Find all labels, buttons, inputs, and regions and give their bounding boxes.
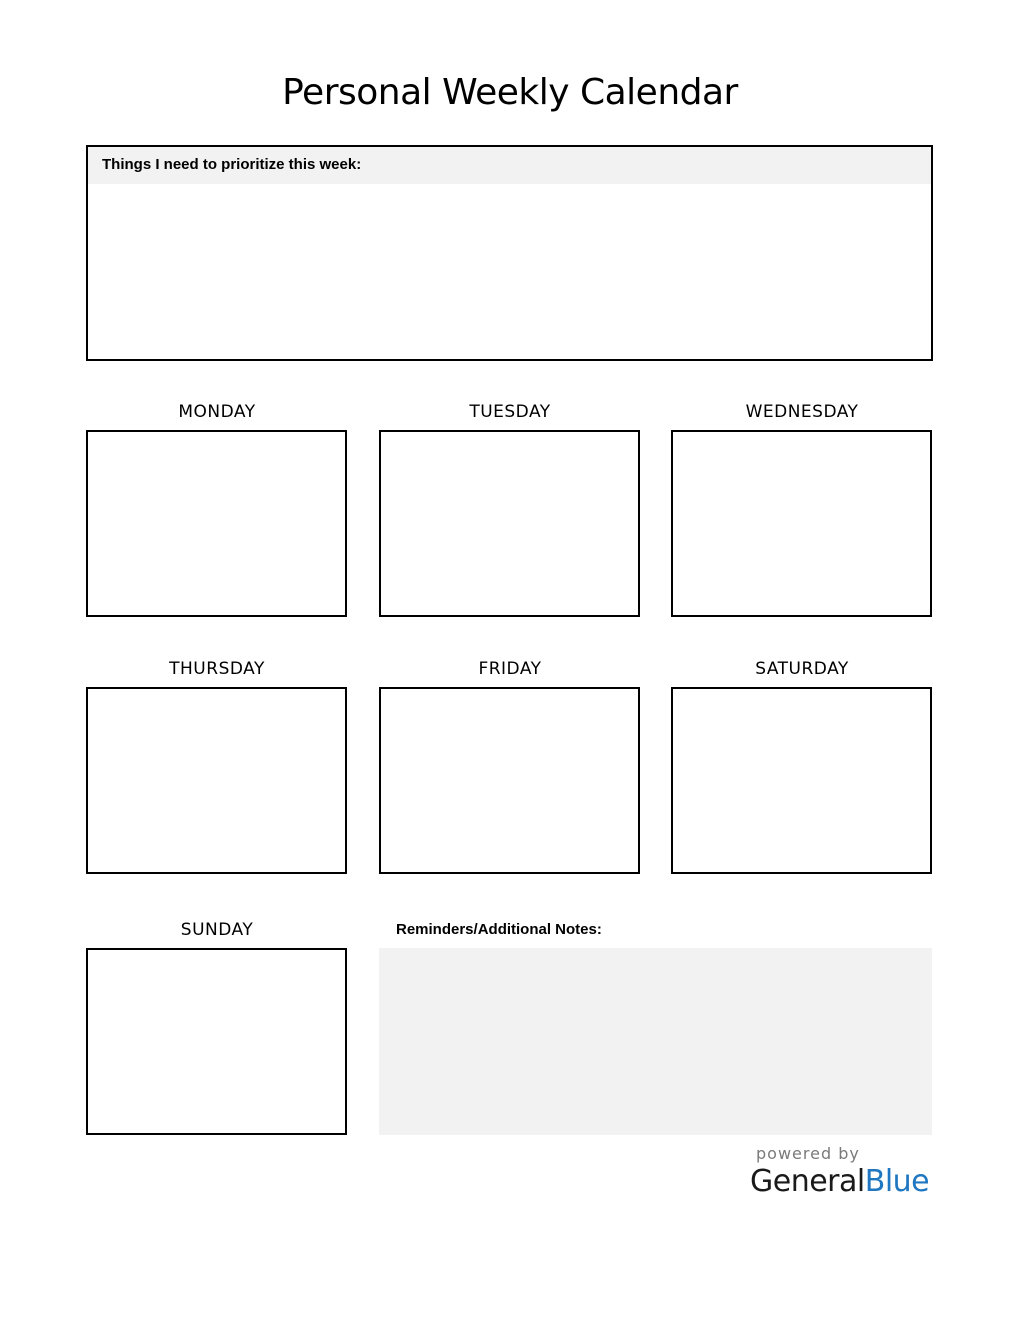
priorities-box[interactable] <box>86 145 933 361</box>
brand-name-blue: Blue <box>864 1164 930 1199</box>
day-box-sunday[interactable] <box>86 948 347 1135</box>
day-label-monday: MONDAY <box>178 402 256 422</box>
brand-name <box>750 1164 929 1199</box>
day-label-friday: FRIDAY <box>478 659 542 679</box>
day-label-wednesday: WEDNESDAY <box>745 402 859 422</box>
notes-area[interactable] <box>379 948 932 1135</box>
powered-by-text: powered by <box>756 1144 860 1163</box>
page-title: Personal Weekly Calendar <box>282 72 738 113</box>
day-box-wednesday[interactable] <box>671 430 932 617</box>
day-box-friday[interactable] <box>379 687 640 874</box>
day-label-saturday: SATURDAY <box>755 659 849 679</box>
day-label-tuesday: TUESDAY <box>469 402 551 422</box>
day-box-tuesday[interactable] <box>379 430 640 617</box>
day-box-saturday[interactable] <box>671 687 932 874</box>
day-box-thursday[interactable] <box>86 687 347 874</box>
day-label-thursday: THURSDAY <box>169 659 265 679</box>
day-box-monday[interactable] <box>86 430 347 617</box>
notes-label: Reminders/Additional Notes: <box>396 921 602 938</box>
brand-name-general: General <box>750 1164 865 1199</box>
priorities-label: Things I need to prioritize this week: <box>88 147 931 184</box>
day-label-sunday: SUNDAY <box>180 920 254 940</box>
